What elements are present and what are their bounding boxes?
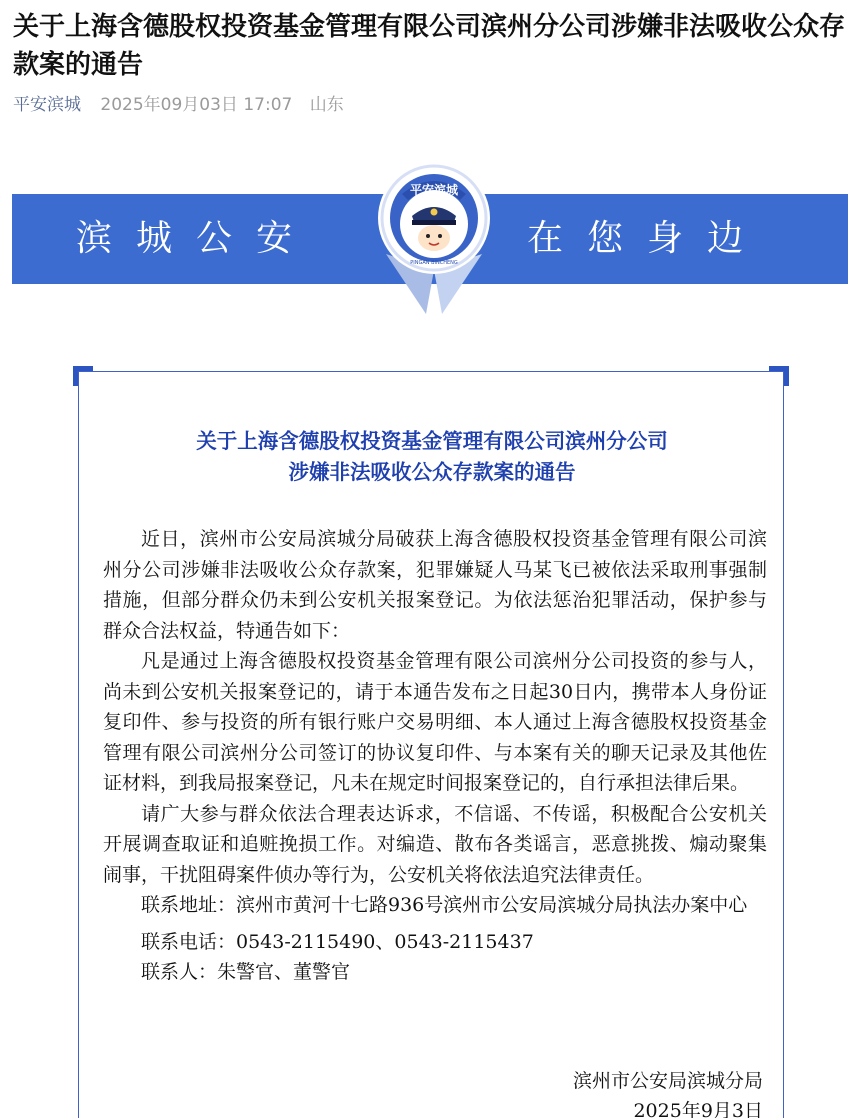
notice-card <box>78 371 784 1118</box>
emblem-label: 平安滨城 <box>409 183 459 197</box>
notice-paragraph: 凡是通过上海含德股权投资基金管理有限公司滨州分公司投资的参与人，尚未到公安机关报案登记的，请于本通告发布之日起30日内，携带本人身份证复印件、参与投资的所有银行账户交易明细、本人通过上海含德股权投资基金管理有限公司滨州分公司签订的协议复印件、与本案有关的聊天记录及其他佐证材料，到我局报案登记，凡未在规定时间报案登记的，自行承担法律后果。 <box>103 650 767 794</box>
police-mascot-emblem-icon <box>364 150 504 320</box>
notice-title-line-1: 关于上海含德股权投资基金管理有限公司滨州分公司 <box>196 429 668 453</box>
article-meta <box>13 92 344 118</box>
notice-corner-top-left <box>73 366 93 386</box>
banner-left-text: 滨城公安 <box>76 218 317 259</box>
publish-location: 山东 <box>309 95 344 115</box>
publish-date: 2025年09月03日 17:07 <box>100 95 293 115</box>
notice-title-line-2: 涉嫌非法吸收公众存款案的通告 <box>288 460 576 484</box>
banner-right-text: 在您身边 <box>527 218 768 259</box>
emblem-subtext: PINGAN BINCHENG <box>410 260 458 266</box>
contact-person: 联系人：朱警官、董警官 <box>141 961 351 983</box>
contact-address: 联系地址：滨州市黄河十七路936号滨州市公安局滨城分局执法办案中心 <box>141 894 748 916</box>
account-name-link[interactable]: 平安滨城 <box>13 95 81 115</box>
notice-body <box>103 524 767 988</box>
notice-corner-top-right <box>769 366 789 386</box>
notice-signoff <box>573 1066 763 1118</box>
notice-title <box>79 426 785 488</box>
contact-phone: 联系电话：0543-2115490、0543-2115437 <box>141 930 534 953</box>
article-title: 关于上海含德股权投资基金管理有限公司滨州分公司涉嫌非法吸收公众存款案的通告 <box>13 12 846 80</box>
notice-paragraph: 近日，滨州市公安局滨城分局破获上海含德股权投资基金管理有限公司滨州分公司涉嫌非法吸收公众存款案，犯罪嫌疑人马某飞已被依法采取刑事强制措施，但部分群众仍未到公安机关报案登记。为依法惩治犯罪活动，保护参与群众合法权益，特通告如下： <box>103 528 767 642</box>
issue-date: 2025年9月3日 <box>633 1100 763 1118</box>
issuer-name: 滨州市公安局滨城分局 <box>572 1070 763 1092</box>
notice-paragraph: 请广大参与群众依法合理表达诉求，不信谣、不传谣，积极配合公安机关开展调查取证和追赃挽损工作。对编造、散布各类谣言，恶意挑拨、煽动聚集闹事，干扰阻碍案件侦办等行为，公安机关将依法追究法律责任。 <box>103 802 767 886</box>
